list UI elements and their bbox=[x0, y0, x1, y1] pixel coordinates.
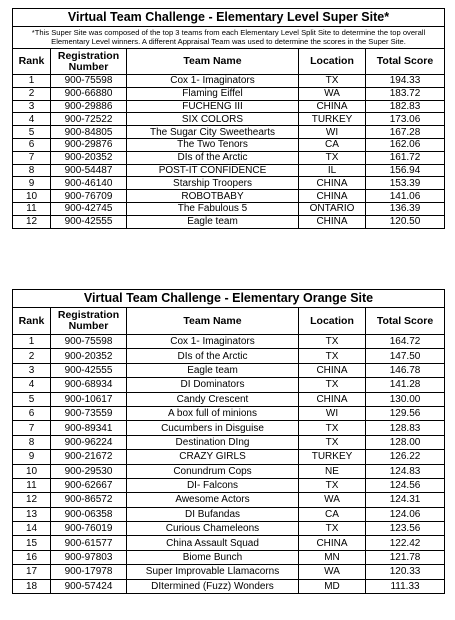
registration-number-cell: 900-72522 bbox=[51, 113, 127, 126]
registration-number-cell: 900-57424 bbox=[51, 579, 127, 593]
team-name-cell: The Fabulous 5 bbox=[127, 202, 299, 215]
registration-number-cell: 900-54487 bbox=[51, 164, 127, 177]
location-cell: CA bbox=[299, 138, 366, 151]
rank-cell: 16 bbox=[13, 550, 51, 564]
table-row bbox=[13, 550, 445, 564]
team-name-cell: DItermined (Fuzz) Wonders bbox=[127, 579, 299, 593]
total-score-cell: 156.94 bbox=[366, 164, 445, 177]
registration-number-cell: 900-10617 bbox=[51, 392, 127, 406]
table-row bbox=[13, 113, 445, 126]
total-score-cell: 167.28 bbox=[366, 126, 445, 139]
rank-cell: 13 bbox=[13, 507, 51, 521]
table-row bbox=[13, 215, 445, 228]
location-cell: CHINA bbox=[299, 177, 366, 190]
orange-site-title: Virtual Team Challenge - Elementary Orange Site bbox=[13, 290, 445, 308]
rank-cell: 1 bbox=[13, 335, 51, 349]
location-cell: CHINA bbox=[299, 363, 366, 377]
team-name-cell: DI- Falcons bbox=[127, 478, 299, 492]
team-name-cell: The Sugar City Sweethearts bbox=[127, 126, 299, 139]
total-score-cell: 182.83 bbox=[366, 100, 445, 113]
rank-cell: 9 bbox=[13, 450, 51, 464]
rank-cell: 6 bbox=[13, 138, 51, 151]
rank-cell: 8 bbox=[13, 164, 51, 177]
location-cell: WA bbox=[299, 493, 366, 507]
registration-number-cell: 900-75598 bbox=[51, 335, 127, 349]
location-cell: TX bbox=[299, 421, 366, 435]
header-location: Location bbox=[299, 49, 366, 75]
rank-cell: 15 bbox=[13, 536, 51, 550]
total-score-cell: 123.56 bbox=[366, 522, 445, 536]
team-name-cell: Flaming Eiffel bbox=[127, 87, 299, 100]
table-row bbox=[13, 406, 445, 420]
rank-cell: 18 bbox=[13, 579, 51, 593]
rank-cell: 2 bbox=[13, 349, 51, 363]
table-row bbox=[13, 421, 445, 435]
team-name-cell: DIs of the Arctic bbox=[127, 349, 299, 363]
table-row bbox=[13, 392, 445, 406]
total-score-cell: 120.50 bbox=[366, 215, 445, 228]
rank-cell: 6 bbox=[13, 406, 51, 420]
location-cell: WA bbox=[299, 565, 366, 579]
table-row bbox=[13, 565, 445, 579]
super-site-footnote: *This Super Site was composed of the top 3 teams from each Elementary Level Split Site to determine the top overall Elementary Level winners. A different Appraisal Team was used to determine the scores in the Super Site. bbox=[13, 27, 445, 49]
rank-cell: 10 bbox=[13, 464, 51, 478]
location-cell: ONTARIO bbox=[299, 202, 366, 215]
total-score-cell: 161.72 bbox=[366, 151, 445, 164]
table-row bbox=[13, 335, 445, 349]
total-score-cell: 173.06 bbox=[366, 113, 445, 126]
team-name-cell: Curious Chameleons bbox=[127, 522, 299, 536]
rank-cell: 3 bbox=[13, 363, 51, 377]
team-name-cell: Cox 1- Imaginators bbox=[127, 335, 299, 349]
table-row bbox=[13, 363, 445, 377]
header-rank: Rank bbox=[13, 49, 51, 75]
table-row bbox=[13, 349, 445, 363]
location-cell: CHINA bbox=[299, 190, 366, 203]
rank-cell: 11 bbox=[13, 202, 51, 215]
location-cell: TX bbox=[299, 151, 366, 164]
rank-cell: 5 bbox=[13, 126, 51, 139]
header-rank: Rank bbox=[13, 308, 51, 335]
location-cell: TURKEY bbox=[299, 450, 366, 464]
total-score-cell: 124.06 bbox=[366, 507, 445, 521]
rank-cell: 12 bbox=[13, 493, 51, 507]
total-score-cell: 183.72 bbox=[366, 87, 445, 100]
location-cell: TX bbox=[299, 378, 366, 392]
total-score-cell: 122.42 bbox=[366, 536, 445, 550]
registration-number-cell: 900-42555 bbox=[51, 215, 127, 228]
location-cell: TX bbox=[299, 522, 366, 536]
registration-number-cell: 900-42745 bbox=[51, 202, 127, 215]
location-cell: MN bbox=[299, 550, 366, 564]
registration-number-cell: 900-97803 bbox=[51, 550, 127, 564]
team-name-cell: Conundrum Cops bbox=[127, 464, 299, 478]
total-score-cell: 147.50 bbox=[366, 349, 445, 363]
registration-number-cell: 900-20352 bbox=[51, 151, 127, 164]
location-cell: TX bbox=[299, 349, 366, 363]
location-cell: CA bbox=[299, 507, 366, 521]
rank-cell: 3 bbox=[13, 100, 51, 113]
registration-number-cell: 900-46140 bbox=[51, 177, 127, 190]
total-score-cell: 124.56 bbox=[366, 478, 445, 492]
table-row bbox=[13, 151, 445, 164]
rank-cell: 17 bbox=[13, 565, 51, 579]
registration-number-cell: 900-86572 bbox=[51, 493, 127, 507]
location-cell: CHINA bbox=[299, 100, 366, 113]
table-row bbox=[13, 100, 445, 113]
total-score-cell: 153.39 bbox=[366, 177, 445, 190]
total-score-cell: 121.78 bbox=[366, 550, 445, 564]
total-score-cell: 146.78 bbox=[366, 363, 445, 377]
team-name-cell: Cox 1- Imaginators bbox=[127, 75, 299, 88]
table-row bbox=[13, 75, 445, 88]
header-total-score: Total Score bbox=[366, 49, 445, 75]
registration-number-cell: 900-29886 bbox=[51, 100, 127, 113]
team-name-cell: A box full of minions bbox=[127, 406, 299, 420]
team-name-cell: POST-IT CONFIDENCE bbox=[127, 164, 299, 177]
total-score-cell: 128.00 bbox=[366, 435, 445, 449]
header-total-score: Total Score bbox=[366, 308, 445, 335]
registration-number-cell: 900-20352 bbox=[51, 349, 127, 363]
team-name-cell: ROBOTBABY bbox=[127, 190, 299, 203]
team-name-cell: Awesome Actors bbox=[127, 493, 299, 507]
registration-number-cell: 900-06358 bbox=[51, 507, 127, 521]
registration-number-cell: 900-96224 bbox=[51, 435, 127, 449]
rank-cell: 11 bbox=[13, 478, 51, 492]
total-score-cell: 124.83 bbox=[366, 464, 445, 478]
table-row bbox=[13, 126, 445, 139]
location-cell: WI bbox=[299, 406, 366, 420]
table-row bbox=[13, 378, 445, 392]
total-score-cell: 130.00 bbox=[366, 392, 445, 406]
team-name-cell: FUCHENG III bbox=[127, 100, 299, 113]
table-header-row bbox=[13, 49, 445, 75]
location-cell: TX bbox=[299, 435, 366, 449]
registration-number-cell: 900-75598 bbox=[51, 75, 127, 88]
table-row bbox=[13, 177, 445, 190]
table-row bbox=[13, 579, 445, 593]
total-score-cell: 129.56 bbox=[366, 406, 445, 420]
team-name-cell: Eagle team bbox=[127, 363, 299, 377]
orange-site-table bbox=[12, 289, 445, 594]
team-name-cell: Destination DIng bbox=[127, 435, 299, 449]
team-name-cell: Biome Bunch bbox=[127, 550, 299, 564]
rank-cell: 10 bbox=[13, 190, 51, 203]
registration-number-cell: 900-89341 bbox=[51, 421, 127, 435]
table-row bbox=[13, 493, 445, 507]
total-score-cell: 126.22 bbox=[366, 450, 445, 464]
table-row bbox=[13, 202, 445, 215]
location-cell: CHINA bbox=[299, 536, 366, 550]
team-name-cell: The Two Tenors bbox=[127, 138, 299, 151]
total-score-cell: 136.39 bbox=[366, 202, 445, 215]
team-name-cell: DI Bufandas bbox=[127, 507, 299, 521]
team-name-cell: Candy Crescent bbox=[127, 392, 299, 406]
rank-cell: 12 bbox=[13, 215, 51, 228]
location-cell: TURKEY bbox=[299, 113, 366, 126]
header-registration-number: Registration Number bbox=[51, 308, 127, 335]
table-row bbox=[13, 435, 445, 449]
registration-number-cell: 900-29876 bbox=[51, 138, 127, 151]
team-name-cell: DIs of the Arctic bbox=[127, 151, 299, 164]
team-name-cell: DI Dominators bbox=[127, 378, 299, 392]
total-score-cell: 141.06 bbox=[366, 190, 445, 203]
total-score-cell: 162.06 bbox=[366, 138, 445, 151]
registration-number-cell: 900-29530 bbox=[51, 464, 127, 478]
table-row bbox=[13, 536, 445, 550]
total-score-cell: 120.33 bbox=[366, 565, 445, 579]
team-name-cell: SIX COLORS bbox=[127, 113, 299, 126]
total-score-cell: 128.83 bbox=[366, 421, 445, 435]
registration-number-cell: 900-68934 bbox=[51, 378, 127, 392]
header-team-name: Team Name bbox=[127, 49, 299, 75]
table-row bbox=[13, 522, 445, 536]
location-cell: CHINA bbox=[299, 215, 366, 228]
table-row bbox=[13, 138, 445, 151]
registration-number-cell: 900-17978 bbox=[51, 565, 127, 579]
total-score-cell: 141.28 bbox=[366, 378, 445, 392]
table-row bbox=[13, 450, 445, 464]
table-row bbox=[13, 87, 445, 100]
total-score-cell: 124.31 bbox=[366, 493, 445, 507]
super-site-table bbox=[12, 8, 445, 229]
rank-cell: 7 bbox=[13, 421, 51, 435]
team-name-cell: China Assault Squad bbox=[127, 536, 299, 550]
registration-number-cell: 900-84805 bbox=[51, 126, 127, 139]
team-name-cell: Cucumbers in Disguise bbox=[127, 421, 299, 435]
registration-number-cell: 900-73559 bbox=[51, 406, 127, 420]
team-name-cell: CRAZY GIRLS bbox=[127, 450, 299, 464]
registration-number-cell: 900-62667 bbox=[51, 478, 127, 492]
location-cell: TX bbox=[299, 75, 366, 88]
registration-number-cell: 900-61577 bbox=[51, 536, 127, 550]
header-registration-number: Registration Number bbox=[51, 49, 127, 75]
location-cell: IL bbox=[299, 164, 366, 177]
rank-cell: 7 bbox=[13, 151, 51, 164]
location-cell: TX bbox=[299, 478, 366, 492]
total-score-cell: 164.72 bbox=[366, 335, 445, 349]
registration-number-cell: 900-42555 bbox=[51, 363, 127, 377]
team-name-cell: Eagle team bbox=[127, 215, 299, 228]
header-location: Location bbox=[299, 308, 366, 335]
registration-number-cell: 900-76019 bbox=[51, 522, 127, 536]
rank-cell: 8 bbox=[13, 435, 51, 449]
rank-cell: 9 bbox=[13, 177, 51, 190]
rank-cell: 4 bbox=[13, 378, 51, 392]
rank-cell: 2 bbox=[13, 87, 51, 100]
table-row bbox=[13, 464, 445, 478]
registration-number-cell: 900-21672 bbox=[51, 450, 127, 464]
rank-cell: 5 bbox=[13, 392, 51, 406]
location-cell: CHINA bbox=[299, 392, 366, 406]
location-cell: TX bbox=[299, 335, 366, 349]
location-cell: WA bbox=[299, 87, 366, 100]
table-row bbox=[13, 164, 445, 177]
location-cell: WI bbox=[299, 126, 366, 139]
total-score-cell: 111.33 bbox=[366, 579, 445, 593]
super-site-title: Virtual Team Challenge - Elementary Level Super Site* bbox=[13, 9, 445, 27]
total-score-cell: 194.33 bbox=[366, 75, 445, 88]
team-name-cell: Starship Troopers bbox=[127, 177, 299, 190]
team-name-cell: Super Improvable Llamacorns bbox=[127, 565, 299, 579]
location-cell: MD bbox=[299, 579, 366, 593]
rank-cell: 4 bbox=[13, 113, 51, 126]
registration-number-cell: 900-66880 bbox=[51, 87, 127, 100]
table-row bbox=[13, 190, 445, 203]
table-row bbox=[13, 478, 445, 492]
header-team-name: Team Name bbox=[127, 308, 299, 335]
table-row bbox=[13, 507, 445, 521]
rank-cell: 1 bbox=[13, 75, 51, 88]
rank-cell: 14 bbox=[13, 522, 51, 536]
location-cell: NE bbox=[299, 464, 366, 478]
registration-number-cell: 900-76709 bbox=[51, 190, 127, 203]
table-header-row bbox=[13, 308, 445, 335]
